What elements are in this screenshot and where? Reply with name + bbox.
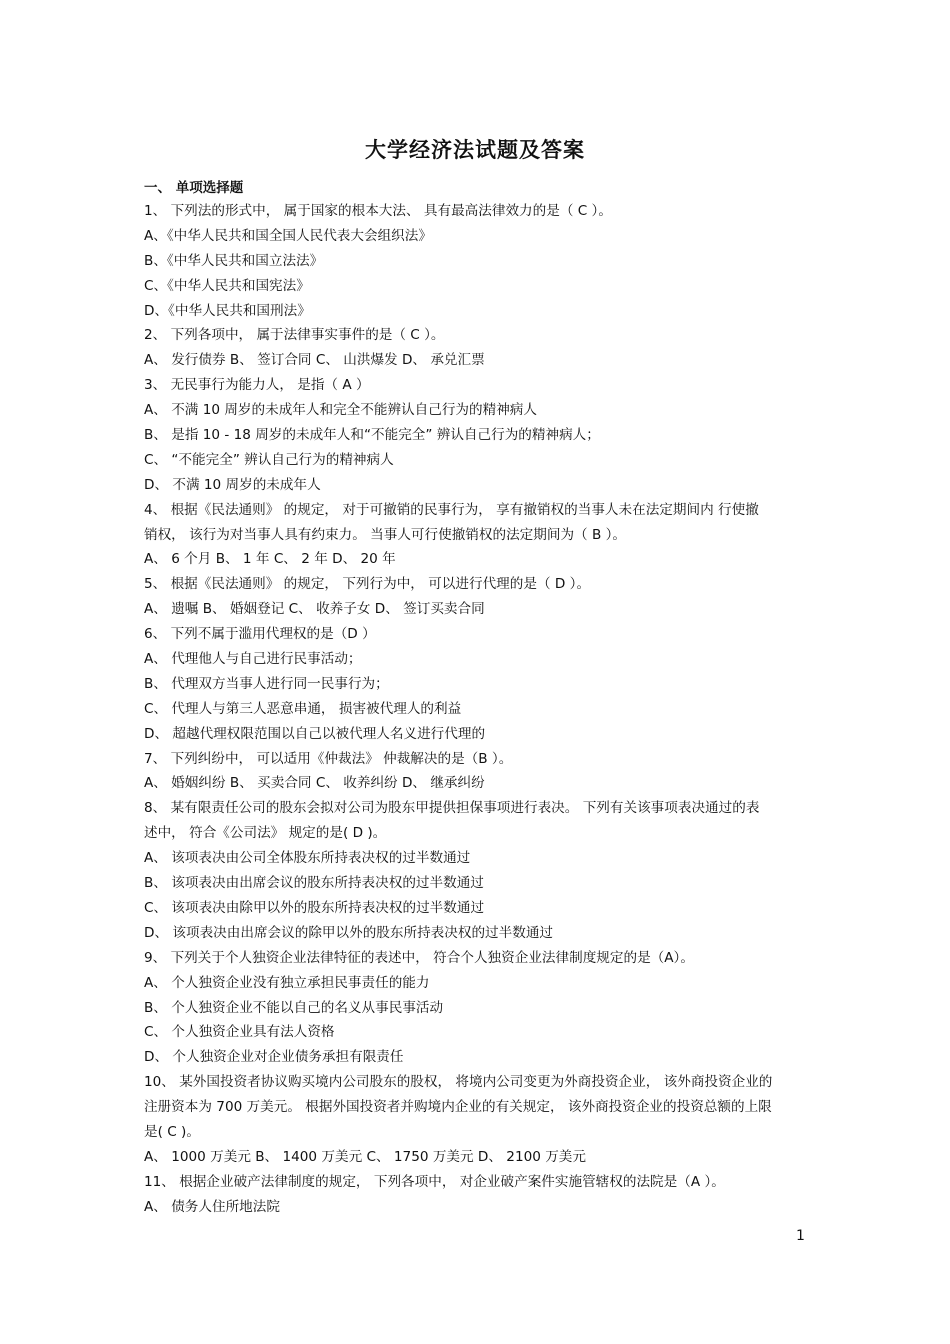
- text-line: 1、 下列法的形式中， 属于国家的根本大法、 具有最高法律效力的是（ C ）。: [144, 203, 612, 219]
- text-line: B、《中华人民共和国立法法》: [144, 252, 324, 269]
- text-line: A、 个人独资企业没有独立承担民事责任的能力: [144, 974, 430, 991]
- text-line: D、《中华人民共和国刑法》: [144, 302, 311, 319]
- text-line: D、 不满 10 周岁的未成年人: [144, 476, 321, 493]
- text-line: A、 发行债券 B、 签订合同 C、 山洪爆发 D、 承兑汇票: [144, 352, 485, 369]
- text-line: 8、 某有限责任公司的股东会拟对公司为股东甲提供担保事项进行表决。 下列有关该事项表决通过的表: [144, 800, 760, 817]
- text-line: 11、 根据企业破产法律制度的规定， 下列各项中， 对企业破产案件实施管辖权的法院是（A ）。: [144, 1173, 725, 1190]
- text-line: C、 个人独资企业具有法人资格: [144, 1024, 335, 1041]
- text-line: 注册资本为 700 万美元。 根据外国投资者并购境内企业的有关规定， 该外商投资企业的投资总额的上限: [144, 1099, 772, 1116]
- text-line: 10、 某外国投资者协议购买境内公司股东的股权， 将境内公司变更为外商投资企业， 该外商投资企业的: [144, 1074, 773, 1091]
- text-line: 述中， 符合《公司法》 规定的是( D )。: [144, 825, 387, 842]
- text-line: A、 代理他人与自己进行民事活动；: [144, 651, 362, 668]
- text-line: D、 超越代理权限范围以自己以被代理人名义进行代理的: [144, 725, 486, 742]
- text-line: 9、 下列关于个人独资企业法律特征的表述中， 符合个人独资企业法律制度规定的是（A）。: [144, 949, 694, 966]
- page-number: 1: [796, 1228, 805, 1244]
- document-body: [144, 199, 808, 1220]
- text-line: C、 “不能完全” 辨认自己行为的精神病人: [144, 451, 394, 468]
- text-line: B、 是指 10 - 18 周岁的未成年人和“不能完全” 辨认自己行为的精神病人；: [144, 427, 600, 444]
- text-line: 6、 下列不属于滥用代理权的是（D ）: [144, 626, 376, 643]
- text-line: A、 婚姻纠纷 B、 买卖合同 C、 收养纠纷 D、 继承纠纷: [144, 775, 485, 792]
- text-line: 7、 下列纠纷中， 可以适用《仲裁法》 仲裁解决的是（B ）。: [144, 750, 513, 767]
- text-line: 2、 下列各项中， 属于法律事实事件的是（ C ）。: [144, 327, 445, 344]
- text-line: A、 1000 万美元 B、 1400 万美元 C、 1750 万美元 D、 2100 万美元: [144, 1148, 586, 1165]
- text-line: A、 6 个月 B、 1 年 C、 2 年 D、 20 年: [144, 551, 396, 568]
- text-line: A、《中华人民共和国全国人民代表大会组织法》: [144, 227, 432, 244]
- text-line: C、 该项表决由除甲以外的股东所持表决权的过半数通过: [144, 899, 485, 916]
- text-line: B、 该项表决由出席会议的股东所持表决权的过半数通过: [144, 875, 484, 892]
- text-line: C、《中华人民共和国宪法》: [144, 277, 310, 294]
- text-line: 4、 根据《民法通则》 的规定， 对于可撤销的民事行为， 享有撤销权的当事人未在法定期间内 行使撤: [144, 501, 759, 518]
- text-line: A、 遗嘱 B、 婚姻登记 C、 收养子女 D、 签订买卖合同: [144, 601, 485, 618]
- document-title: 大学经济法试题及答案: [365, 138, 585, 162]
- text-line: B、 代理双方当事人进行同一民事行为；: [144, 675, 389, 692]
- text-line: D、 该项表决由出席会议的除甲以外的股东所持表决权的过半数通过: [144, 924, 554, 941]
- text-line: 3、 无民事行为能力人， 是指（ A ）: [144, 377, 370, 394]
- text-line: 销权， 该行为对当事人具有约束力。 当事人可行使撤销权的法定期间为（ B ）。: [144, 526, 626, 543]
- text-line: A、 不满 10 周岁的未成年人和完全不能辨认自己行为的精神病人: [144, 402, 537, 419]
- text-line: D、 个人独资企业对企业债务承担有限责任: [144, 1049, 404, 1066]
- text-line: 是( C )。: [144, 1123, 200, 1140]
- section-heading: 一、 单项选择题: [144, 180, 244, 196]
- text-line: C、 代理人与第三人恶意串通， 损害被代理人的利益: [144, 700, 462, 717]
- text-line: A、 债务人住所地法院: [144, 1198, 280, 1215]
- text-line: 5、 根据《民法通则》 的规定， 下列行为中， 可以进行代理的是（ D ）。: [144, 576, 591, 593]
- text-line: A、 该项表决由公司全体股东所持表决权的过半数通过: [144, 850, 471, 867]
- text-line: B、 个人独资企业不能以自己的名义从事民事活动: [144, 999, 444, 1016]
